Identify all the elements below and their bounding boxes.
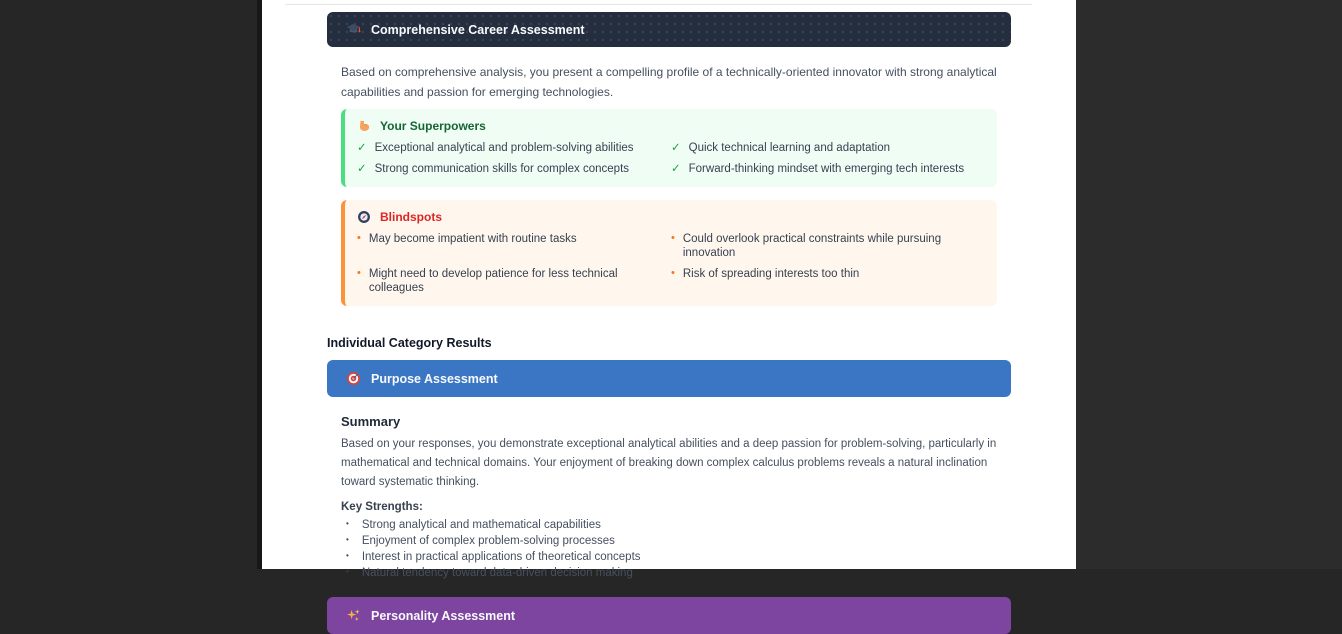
check-icon: ✓ <box>671 163 681 175</box>
blindspot-item <box>357 267 671 295</box>
bullet-icon: • <box>671 232 675 244</box>
personality-assessment-header <box>327 597 1011 634</box>
right-backdrop <box>1076 0 1342 569</box>
blindspots-box <box>341 200 997 306</box>
bullet-icon: • <box>671 267 675 279</box>
superpower-item <box>357 141 671 155</box>
blindspot-text: Risk of spreading interests too thin <box>682 268 860 280</box>
report-page <box>262 0 1076 623</box>
check-icon: ✓ <box>357 142 367 154</box>
blindspot-text: Could overlook practical constraints while pursuing innovation <box>682 233 942 259</box>
blindspot-item <box>671 232 985 260</box>
bullet-icon: • <box>346 567 349 576</box>
sparkles-icon <box>346 608 361 623</box>
superpower-item <box>357 162 671 176</box>
strength-item <box>341 534 997 549</box>
superpowers-box <box>341 109 997 187</box>
blindspot-text: Might need to develop patience for less technical colleagues <box>368 268 618 294</box>
blindspot-text: May become impatient with routine tasks <box>368 233 577 245</box>
blindspots-list <box>357 232 985 295</box>
bullet-icon: • <box>346 519 349 528</box>
bullet-icon: • <box>357 267 361 279</box>
intro-paragraph: Based on comprehensive analysis, you present a compelling profile of a technically-oriented innovator with strong analytical capabilities and passion for emerging technologies. <box>341 65 997 99</box>
comprehensive-assessment-header <box>327 12 1011 47</box>
bullet-icon: • <box>346 535 349 544</box>
blindspot-item <box>357 232 671 260</box>
superpowers-list <box>357 141 985 176</box>
key-strengths-heading: Key Strengths: <box>341 501 423 513</box>
superpower-text: Strong communication skills for complex concepts <box>374 163 630 175</box>
strength-item <box>341 518 997 533</box>
strength-text: Interest in practical applications of theoretical concepts <box>361 551 641 563</box>
personality-assessment-title: Personality Assessment <box>371 608 516 623</box>
bullet-icon: • <box>357 232 361 244</box>
strength-item <box>341 566 997 581</box>
key-strengths-list <box>341 518 997 581</box>
check-icon: ✓ <box>671 142 681 154</box>
strength-text: Strong analytical and mathematical capabilities <box>361 519 601 531</box>
check-icon: ✓ <box>357 163 367 175</box>
purpose-assessment-title: Purpose Assessment <box>371 371 498 386</box>
strength-text: Enjoyment of complex problem-solving processes <box>361 535 615 547</box>
flexed-biceps-icon <box>357 119 371 133</box>
superpowers-header <box>357 119 985 133</box>
strength-text: Natural tendency toward data-driven decision making <box>361 567 633 579</box>
bullet-icon: • <box>346 551 349 560</box>
graduation-cap-icon <box>346 22 361 37</box>
superpowers-title: Your Superpowers <box>380 119 486 133</box>
purpose-assessment-header <box>327 360 1011 397</box>
comprehensive-assessment-title: Comprehensive Career Assessment <box>371 22 585 37</box>
superpower-text: Forward-thinking mindset with emerging tech interests <box>688 163 965 175</box>
blindspot-item <box>671 267 985 295</box>
summary-heading: Summary <box>341 414 401 429</box>
superpower-item <box>671 162 985 176</box>
top-divider <box>285 4 1032 5</box>
category-results-heading: Individual Category Results <box>327 336 492 350</box>
superpower-item <box>671 141 985 155</box>
strength-item <box>341 550 997 565</box>
superpower-text: Exceptional analytical and problem-solving abilities <box>374 142 634 154</box>
summary-text: Based on your responses, you demonstrate exceptional analytical abilities and a deep passion for problem-solving, particularly in mathematical and technical domains. Your enjoyment of breaking down complex calculus problems reveals a natural inclination toward systematic thinking. <box>341 438 997 488</box>
blindspots-header <box>357 210 985 224</box>
blindspots-title: Blindspots <box>380 210 442 224</box>
report-content <box>327 0 1011 634</box>
target-icon <box>346 371 361 386</box>
compass-ball-icon <box>357 210 371 224</box>
purpose-body <box>327 414 1011 581</box>
superpower-text: Quick technical learning and adaptation <box>688 142 891 154</box>
